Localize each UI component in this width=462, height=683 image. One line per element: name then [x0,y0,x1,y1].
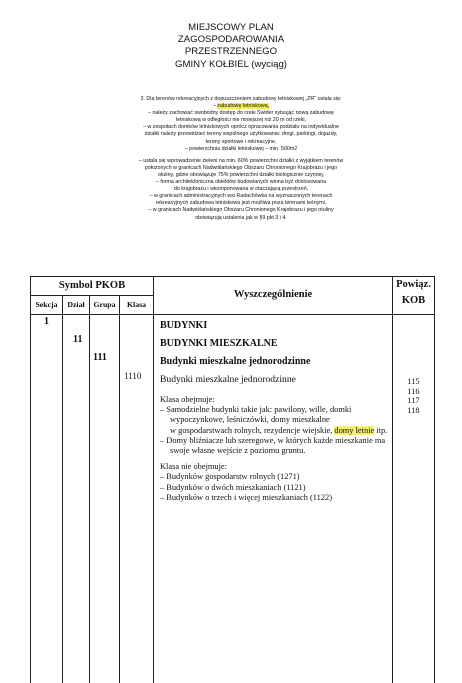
code-sekcja: 1 [31,315,63,683]
table-header-row [31,277,435,296]
provision-line: – powierzchnia działki letniskowej – min. 500m2 [110,146,372,153]
kob-cell [393,315,435,683]
header-dzial: Dział [63,296,90,315]
header-powiaz-label: Powiąz. [393,277,434,293]
provision-line: – należy zachować swobodny dostęp do rzeki Świder sytuując nową zabudowę [110,110,372,117]
kob-code: 117 [393,396,434,406]
includes-item-cont: wypoczynkowe, leśniczówki, domy mieszkalne [160,415,388,425]
provision-line: do krajobrazu i wkomponowana w otaczającą przestrzeń, [110,186,372,193]
provision-line: letniskową w odległości nie mniejszej niż 20 m od rzeki, [110,117,372,124]
text-span: itp. [374,426,387,435]
includes-item-cont [160,426,388,436]
provision-line: – ustala się wprowadzenie zieleni na min. 60% powierzchni działki z wyjątkiem terenów [110,158,372,165]
table-row [31,315,435,683]
header-grupa: Grupa [90,296,120,315]
heading-budynki: BUDYNKI [160,317,388,335]
provision-line: działki należy przewidzieć tereny wspólnego użytkowania: drogi, parkingi, dojazdy, [110,131,372,138]
includes-title: Klasa obejmuje: [160,395,388,405]
excludes-title: Klasa nie obejmuje: [160,462,388,472]
code-grupa: 111 [90,315,120,683]
highlighted-text: domy letnie [334,426,374,435]
document-title [0,22,462,71]
header-wyszczegolnienie: Wyszczególnienie [154,277,393,315]
heading-jednorodzinne-class: Budynki mieszkalne jednorodzinne [160,371,388,389]
heading-jednorodzinne-group: Budynki mieszkalne jednorodzinne [160,353,388,371]
provision-line: 3. Dla terenów rekreacyjnych z dopuszczeniem zabudowy letniskowej „ZR" ustala się: [110,96,372,103]
code-klasa: 1110 [120,315,154,683]
provision-line: rekreacyjnych zabudowa letniskowa jest możliwa poza terenami leśnymi, [110,200,372,207]
title-line: PRZESTRZENNEGO [0,46,462,58]
header-kob-label: KOB [393,293,434,309]
title-line: GMINY KOŁBIEL (wyciąg) [0,59,462,71]
header-symbol-pkob: Symbol PKOB [31,277,154,296]
pkob-table [30,276,435,683]
title-line: MIEJSCOWY PLAN [0,22,462,34]
title-line: ZAGOSPODAROWANIA [0,34,462,46]
dash: – [213,103,217,109]
code-dzial: 11 [63,315,90,683]
header-sekcja: Sekcja [31,296,63,315]
provision-line: – w granicach Nadwiślańskiego Obszaru Chronionego Krajobrazu i jego otuliny [110,207,372,214]
provision-line: obowiązują ustalenia jak w §9 pkt 3 i 4. [110,215,372,222]
excludes-item: – Budynków o trzech i więcej mieszkaniach (1122) [160,493,388,503]
description-cell [154,315,393,683]
text-span: w gospodarstwach rolnych, rezydencje wiejskie, [170,426,334,435]
header-klasa: Klasa [120,296,154,315]
plan-provisions [110,96,372,222]
heading-budynki-mieszkalne: BUDYNKI MIESZKALNE [160,335,388,353]
kob-code: 118 [393,406,434,416]
includes-item: – Domy bliźniacze lub szeregowe, w których każde mieszkanie ma [160,436,388,446]
includes-item-cont: swoje własne wejście z poziomu gruntu. [160,446,388,456]
excludes-item: – Budynków o dwóch mieszkaniach (1121) [160,483,388,493]
kob-code: 116 [393,387,434,397]
provision-line: otuliny, gdzie obowiązuje 75% powierzchni działki biologicznie czynnej, [110,172,372,179]
includes-item: – Samodzielne budynki takie jak: pawilony, wille, domki [160,405,388,415]
header-powiaz-kob [393,277,435,315]
provision-line: – w granicach administracyjnych wsi Radachówka na wyznaczonych terenach [110,193,372,200]
kob-code: 115 [393,377,434,387]
provision-line: położonych w granicach Nadwiślańskiego Obszaru Chronionego Krajobrazu i jego [110,165,372,172]
provision-line: tereny sportowe i rekreacyjne, [110,139,372,146]
excludes-item: – Budynków gospodarstw rolnych (1271) [160,472,388,482]
highlighted-text: zabudowę letniskową, [217,103,269,109]
provision-line: – w zespołach domków letniskowych oprócz opracowania podziału na indywidualne [110,124,372,131]
provision-line: – forma architektoniczna obiektów budowlanych winna być dostosowana [110,179,372,186]
